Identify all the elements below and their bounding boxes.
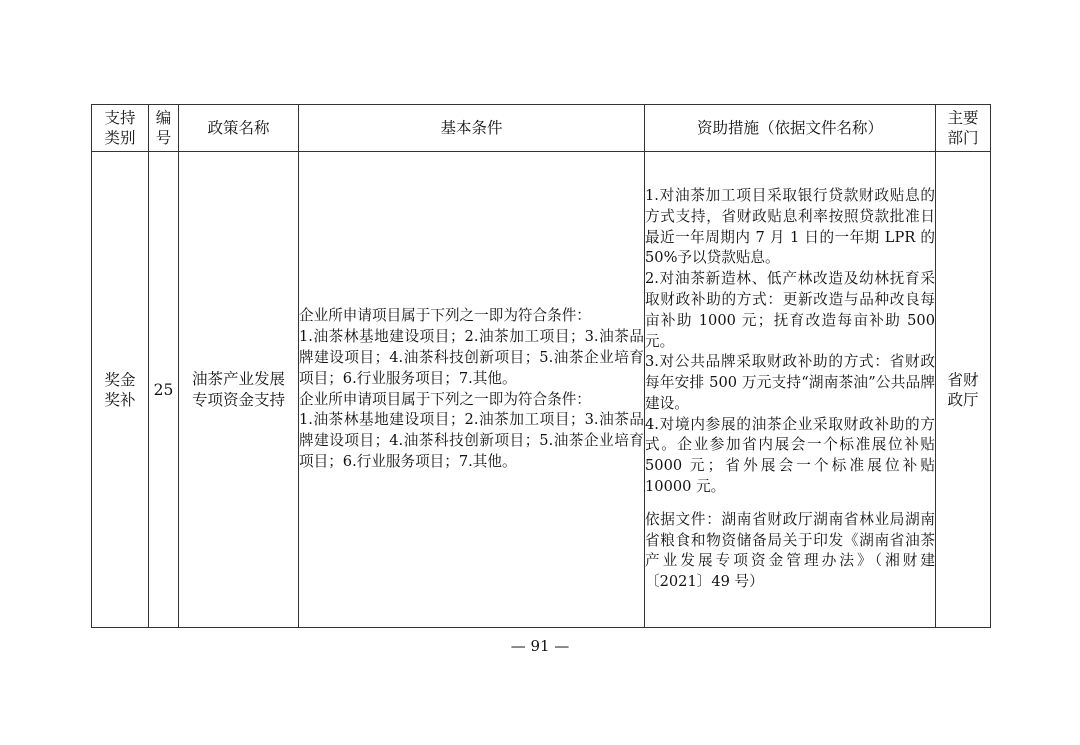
measure-item: 1.对油茶加工项目采取银行贷款财政贴息的方式支持，省财政贴息利率按照贷款批准日最近一年周期内 7 月 1 日的一年期 LPR 的 50%予以贷款贴息。 [645,186,935,267]
conditions-list: 1.油茶林基地建设项目；2.油茶加工项目；3.油茶品牌建设项目；4.油茶科技创新项目；5.油茶企业培育项目；6.行业服务项目；7.其他。 [299,411,644,470]
conditions-intro: 企业所申请项目属于下列之一即为符合条件： [299,307,591,325]
measure-item: 2.对油茶新造林、低产林改造及幼林抚育采取财政补助的方式：更新改造与品种改良每亩补助 1000 元；抚育改造每亩补助 500 元。 [645,270,935,350]
basis-document: 依据文件：湖南省财政厅湖南省林业局湖南省粮食和物资储备局关于印发《湖南省油茶产业发展专项资金管理办法》（湘财建〔2021〕49 号） [645,510,935,591]
header-conditions: 基本条件 [299,105,645,152]
header-department: 主要 部门 [936,105,991,152]
cell-number: 25 [149,152,179,628]
measure-item: 3.对公共品牌采取财政补助的方式：省财政每年安排 500 万元支持“湖南茶油”公共品牌建设。 [645,353,935,412]
policy-table [91,104,991,628]
page-number: — 91 — [510,637,570,655]
cell-policy-name: 油茶产业发展 专项资金支持 [179,152,299,628]
cell-conditions [299,152,645,628]
measure-item: 4.对境内参展的油茶企业采取财政补助的方式。企业参加省内展会一个标准展位补贴 5000 元；省外展会一个标准展位补贴 10000 元。 [645,415,935,496]
conditions-intro: 企业所申请项目属于下列之一即为符合条件： [299,390,591,408]
spacer [645,498,935,510]
table-row [92,152,991,628]
header-policy-name: 政策名称 [179,105,299,152]
conditions-block [299,390,644,473]
cell-measures [645,152,936,628]
cell-category: 奖金 奖补 [92,152,149,628]
header-number: 编 号 [149,105,179,152]
conditions-block [299,306,644,389]
header-row [92,105,991,152]
cell-department: 省财 政厅 [936,152,991,628]
header-measures: 资助措施（依据文件名称） [645,105,936,152]
header-category: 支持 类别 [92,105,149,152]
conditions-list: 1.油茶林基地建设项目；2.油茶加工项目；3.油茶品牌建设项目；4.油茶科技创新项目；5.油茶企业培育项目；6.行业服务项目；7.其他。 [299,328,644,387]
